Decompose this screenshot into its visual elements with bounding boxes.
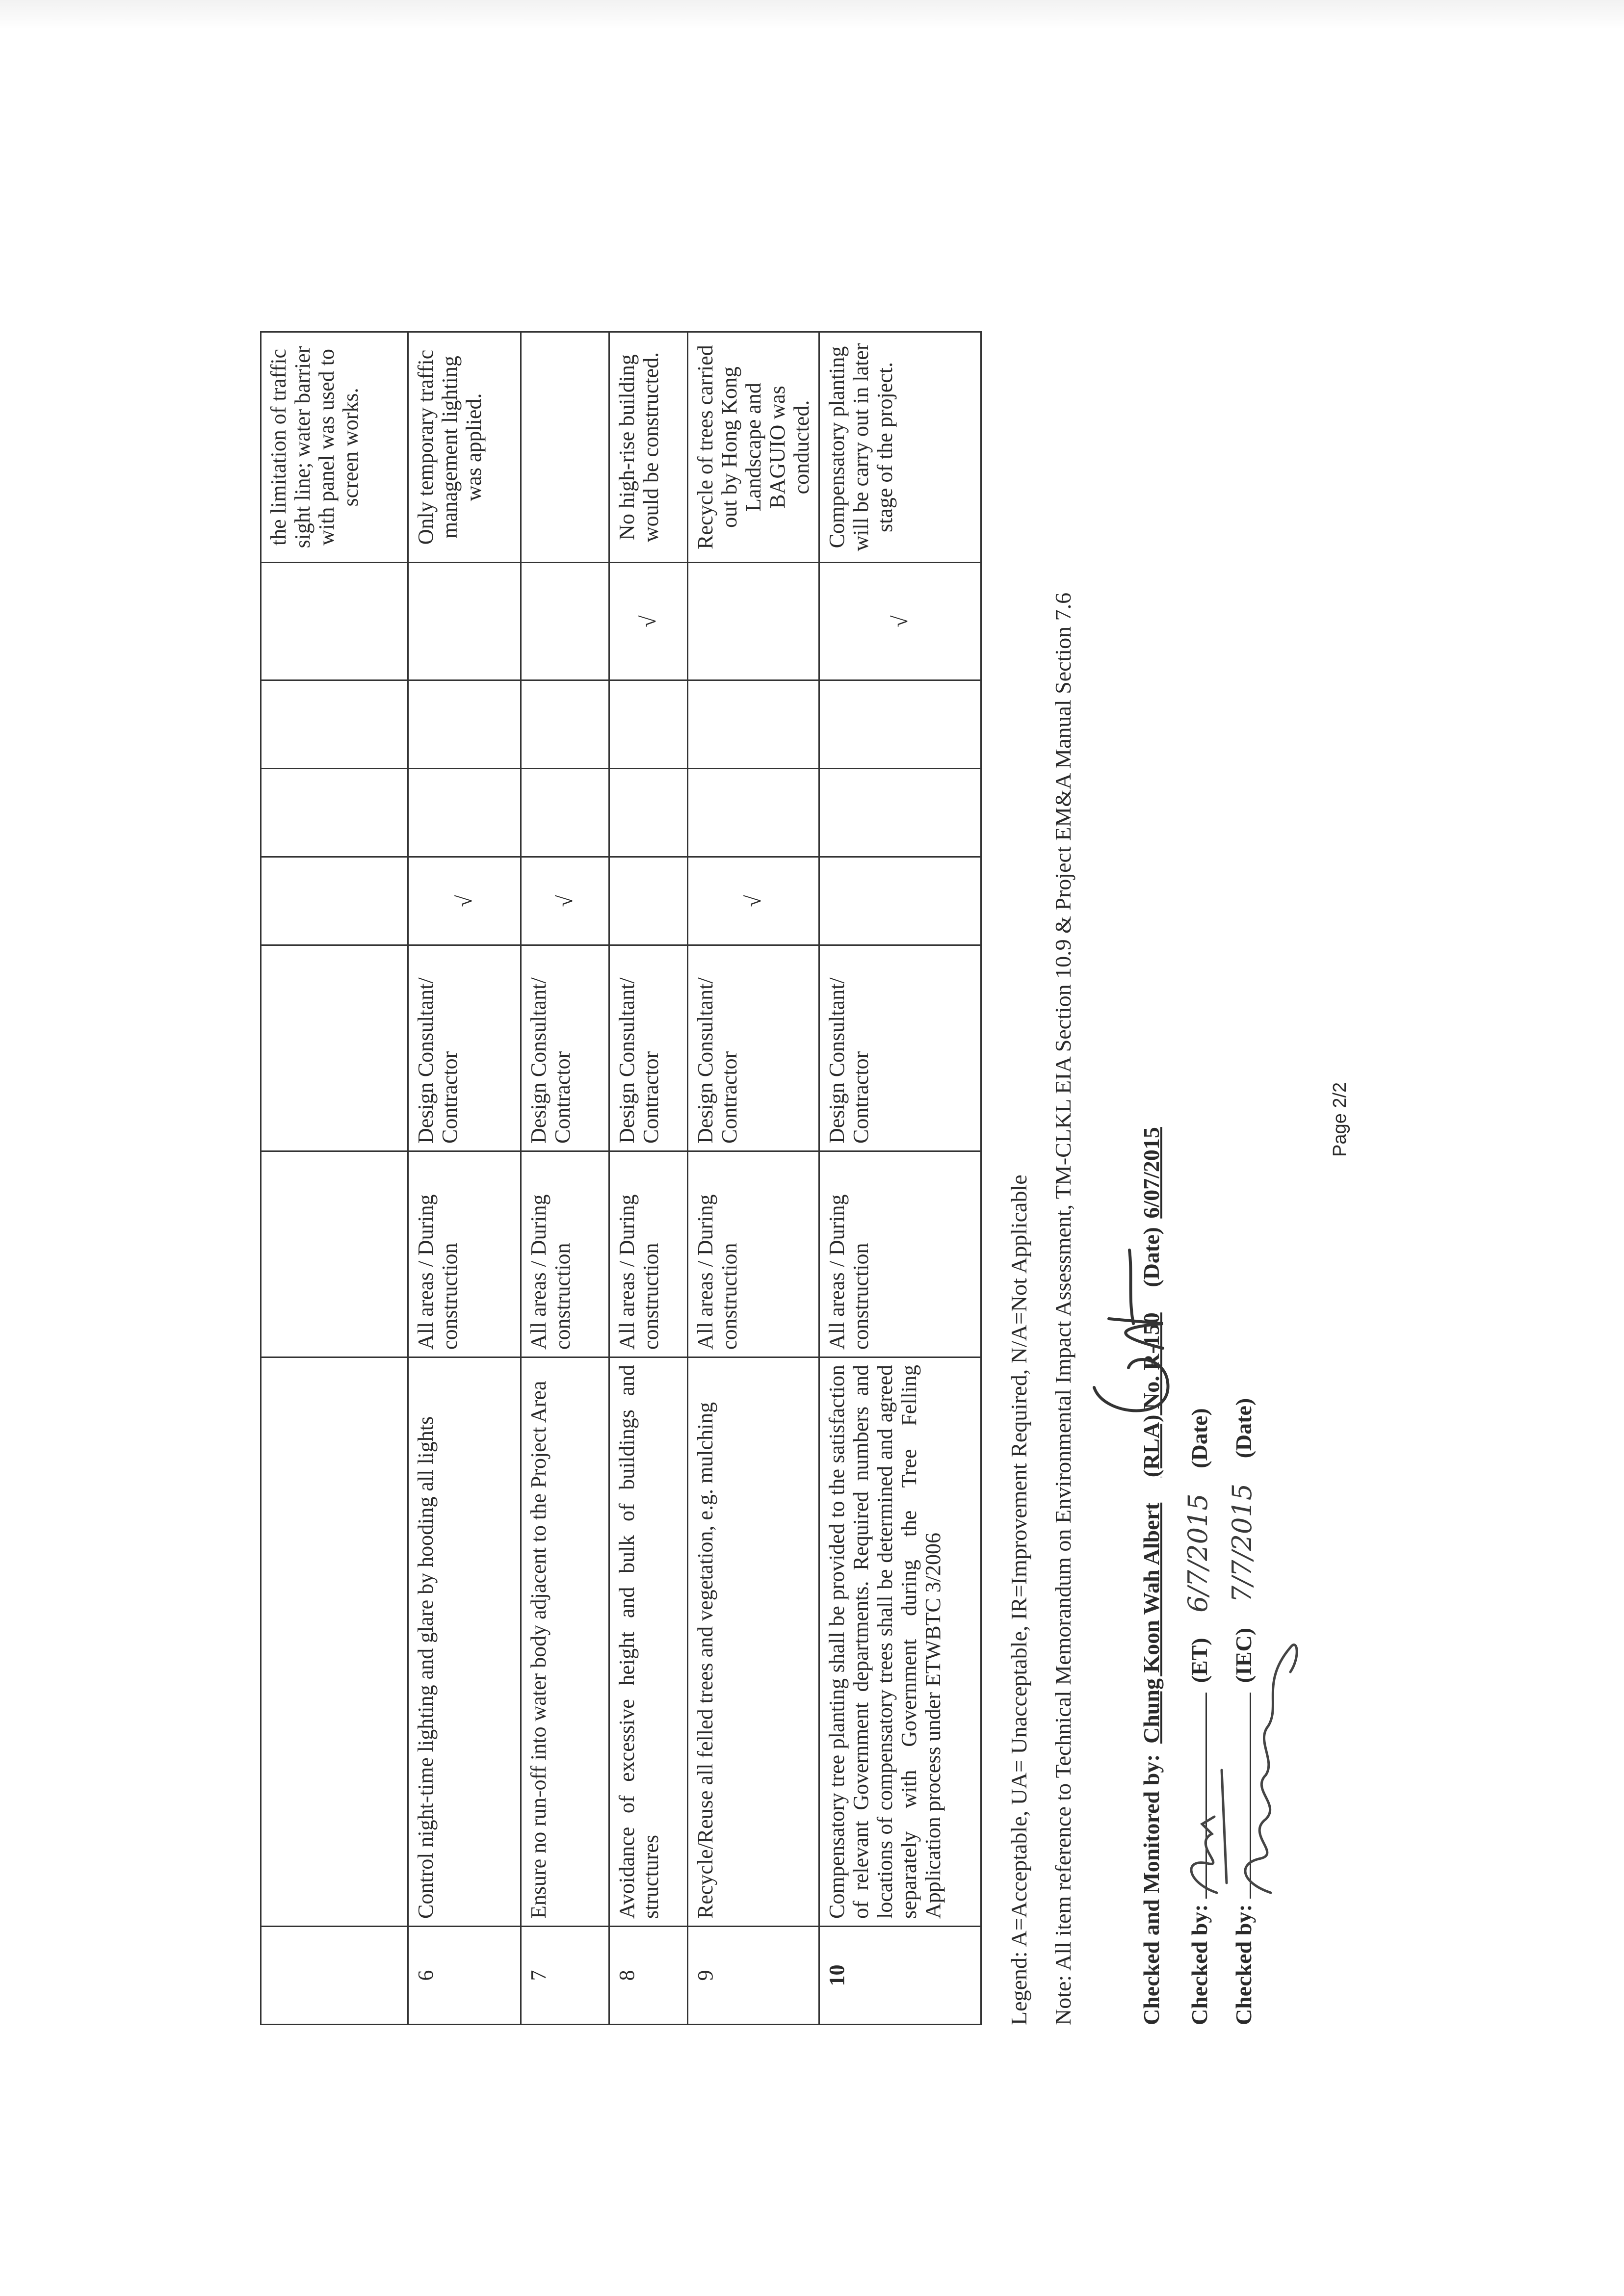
table-row-continued xyxy=(261,332,408,2025)
table-row xyxy=(609,332,688,2025)
remarks-cell: No high-rise building would be constructed. xyxy=(609,332,688,563)
item-number: 6 xyxy=(408,1927,521,2025)
mitigation-measure: Recycle/Reuse all felled trees and vegetation, e.g. mulching xyxy=(688,1357,819,1927)
mitigation-measure: Compensatory tree planting shall be provided to the satisfaction of relevant Government departments. Required numbers and locations of compensatory trees shall be determined and agreed separately with Government during the Tree Felling Application process under ETWBTC 3/2006 xyxy=(819,1357,981,1927)
location-timing: All areas / During construction xyxy=(819,1151,981,1357)
location-timing: All areas / During construction xyxy=(408,1151,521,1357)
monitored-date-label: (Date) xyxy=(1139,1227,1164,1287)
implementation-agent: Design Consultant/ Contractor xyxy=(819,945,981,1151)
location-timing: All areas / During construction xyxy=(688,1151,819,1357)
rla-signature xyxy=(1074,1240,1202,1446)
location-timing: All areas / During construction xyxy=(521,1151,609,1357)
mitigation-measure: Avoidance of excessive height and bulk of buildings and structures xyxy=(609,1357,688,1927)
et-role: (ET) xyxy=(1187,1638,1212,1683)
note-text: Note: All item reference to Technical Memorandum on Environmental Impact Assessment, TM-CLKL EIA Section 10.9 & Project EM&A Manual Section 7.6 xyxy=(1050,592,1075,2025)
iec-label: Checked by: xyxy=(1231,1904,1256,2025)
tick-mark: √ xyxy=(521,857,609,945)
implementation-agent: Design Consultant/ Contractor xyxy=(408,945,521,1151)
mitigation-checklist-table xyxy=(260,331,982,2025)
implementation-agent: Design Consultant/ Contractor xyxy=(688,945,819,1151)
implementation-agent: Design Consultant/ Contractor xyxy=(609,945,688,1151)
mitigation-measure: Ensure no run-off into water body adjacent to the Project Area xyxy=(521,1357,609,1927)
remarks-cell xyxy=(521,332,609,563)
table-row xyxy=(408,332,521,2025)
location-timing: All areas / During construction xyxy=(609,1151,688,1357)
monitored-name: Chung Koon Wah Albert xyxy=(1139,1502,1164,1744)
table-row xyxy=(819,332,981,2025)
iec-signature xyxy=(1217,1628,1305,1903)
implementation-agent: Design Consultant/ Contractor xyxy=(521,945,609,1151)
tick-mark: √ xyxy=(609,563,688,680)
item-number: 7 xyxy=(521,1927,609,2025)
item-number: 8 xyxy=(609,1927,688,2025)
table-row xyxy=(688,332,819,2025)
et-date-label: (Date) xyxy=(1187,1408,1212,1468)
et-handwritten-date: 6/7/2015 xyxy=(1182,1493,1213,1613)
iec-role: (IEC) xyxy=(1231,1627,1256,1683)
legend-text: Legend: A=Acceptable, UA= Unacceptable, IR=Improvement Required, N/A=Not Applicable xyxy=(1006,1174,1031,2025)
tick-mark: √ xyxy=(408,857,521,945)
tick-mark: √ xyxy=(688,857,819,945)
mitigation-measure: Control night-time lighting and glare by hooding all lights xyxy=(408,1357,521,1927)
rla-number: (RLA) No. R-150 xyxy=(1139,1312,1164,1478)
monitored-label: Checked and Monitored by: xyxy=(1139,1754,1164,2025)
table-row xyxy=(521,332,609,2025)
page-number: Page 2/2 xyxy=(1330,1082,1350,1157)
remarks-cell: Compensatory planting will be carry out in later stage of the project. xyxy=(819,332,981,563)
iec-date-label: (Date) xyxy=(1231,1398,1256,1459)
rotated-page xyxy=(260,333,1369,2025)
remarks-cell: Only temporary traffic management lighting was applied. xyxy=(408,332,521,563)
et-label: Checked by: xyxy=(1187,1904,1212,2025)
item-number: 10 xyxy=(819,1927,981,2025)
monitored-date: 6/07/2015 xyxy=(1139,1127,1164,1219)
iec-handwritten-date: 7/7/2015 xyxy=(1227,1483,1257,1603)
item-number: 9 xyxy=(688,1927,819,2025)
remarks-cell: Recycle of trees carried out by Hong Kong Landscape and BAGUIO was conducted. xyxy=(688,332,819,563)
remarks-cell: the limitation of traffic sight line; water barrier with panel was used to screen works. xyxy=(261,332,408,563)
tick-mark: √ xyxy=(819,563,981,680)
